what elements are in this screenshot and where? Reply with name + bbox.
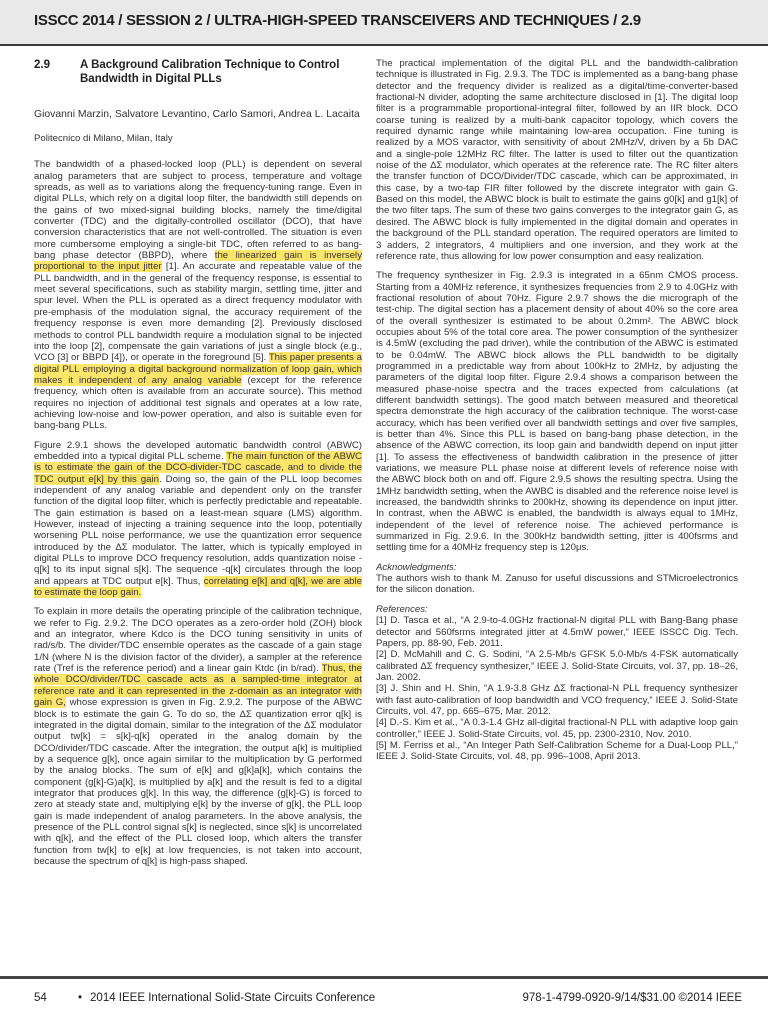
- page-number: 54: [34, 992, 47, 1004]
- highlight: correlating e[k] and q[k], we are able to estimate the loop gain.: [34, 575, 362, 599]
- reference-item: [1] D. Tasca et al., “A 2.9-to-4.0GHz fractional-N digital PLL with Bang-Bang phase detector and 560fsrms integrated jitter at 4.5mW power,” IEEE ISSCC Dig. Tech. Papers, pp. 88-90, Feb. 2011.: [376, 615, 738, 649]
- bullet-icon: •: [78, 992, 83, 1004]
- text-run: (except for the reference frequency, which often is available from an accurate source). This method requires no injection of additional test signals and operates at a low rate, achieving low-noise and low-power operation, and also is suitable even for bang-bang PLLs.: [34, 374, 362, 432]
- authors: Giovanni Marzin, Salvatore Levantino, Carlo Samori, Andrea L. Lacaita: [34, 109, 360, 120]
- paragraph-implementation: The practical implementation of the digital PLL and the bandwidth-calibration technique is illustrated in Fig. 2.9.3. The TDC is implemented as a bang-bang phase detector and the frequency divider is realized as a digital/time-converter-based fractional-N divider, adopting the same architecture disclosed in [1]. The digital loop filter is a programmable proportional-integral filter, followed by an IIR block. DCO coarse tuning is realized by a multi-bank capacitor topology, which covers the required dynamic range while maintaining low-area occupation. Fine tuning is realized by a MOS varactor, with sensitivity of about 2MHz/V, driven by a 5b DAC and a single-pole 12MHz RC filter. The latter is used to filter out the quantization noise of the ΔΣ modulator, which operates at the reference rate. The RC filter alters the transfer function of DCO/Divider/TDC cascade, which can be approximated, in this case, by a two-tap FIR filter followed by the discrete integrator with gain G. Based on this model, the ABWC block is built to estimate the gains g0[k] and g1[k] of the two filter taps. The sum of these two gains converges to the integrator gain G, as desired. The ABWC block is fully implemented in the digital domain and operates in the background of the PLL standard operation. The required operators are limited to 3 adders, 2 integrators, 4 multipliers and one inversion, and they work at the reference rate, thus allowing for low power consumption and easy realization.: [376, 58, 738, 262]
- paragraph-abwc: [34, 440, 362, 599]
- reference-item: [4] D.-S. Kim et al., “A 0.3-1.4 GHz all-digital fractional-N PLL with adaptive loop gain controller,” IEEE J. Solid-State Circuits, vol. 45, pp. 2300-2310, Nov. 2010.: [376, 717, 738, 740]
- conference-label: 2014 IEEE International Solid-State Circuits Conference: [90, 992, 376, 1004]
- highlight: Thus, the whole DCO/divider/TDC cascade acts as a sampled-time integrator at reference rate and it can represented in the z-domain as an integrator with gain G,: [34, 663, 362, 709]
- text-run: whose expression is given in Fig. 2.9.2. The purpose of the ABWC block is to estimate the gain G. To do so, the ΔΣ quantization error q[k] is integrated in the digital domain, similar to the integration of the ΔΣ modulator output tw[k] = s[k]-q[k] operated in the analog domain by the DCO/divider/TDC cascade. After the integration, the output a[k] is multiplied by a sequence g[k], once again similar to the multiplication by G performed by the analog blocks. The sum of e[k] and g[k]a[k], which contains the component (g[k]-G)a[k], is multiplied by a[k] and the result is fed to a digital integrator that produces g[k]. In this way, the difference (g[k]-G) is forced to zero at steady state and, multiplying e[k] by the inverse of g[k], the PLL loop gain is made independent of analog parameters. In the above analysis, the presence of the PLL control signal s[k] is neglected, since s[k] is uncorrelated with q[k], and the effect of the PLL closed loop, which alters the transfer function from tw[k] to e[k] at low frequencies, is not taken into account, because the spectrum of q[k] is high-pass shaped.: [34, 697, 362, 867]
- header-title: ISSCC 2014 / SESSION 2 / ULTRA-HIGH-SPEED TRANSCEIVERS AND TECHNIQUES / 2.9: [34, 12, 641, 29]
- paper-title: A Background Calibration Technique to Control Bandwidth in Digital PLLs: [80, 59, 340, 85]
- paragraph-measurements: The frequency synthesizer in Fig. 2.9.3 is integrated in a 65nm CMOS process. Starting from a 40MHz reference, it synthesizes frequencies from 2.9 to 4.0GHz with fractional resolution of about 70Hz. Figure 2.9.7 shows the die micrograph of the test-chip. The digital section has a placement density of about 40% so the core area of the overall synthesizer is estimated to be about 0.2mm². The ABWC block occupies about 5% of the total core area. The power consumption of the synthesizer is 4.5mW (excluding the pad driver), while the contribution of the ABWC is estimated to be 0.04mW. The ABWC block allows the PLL bandwidth to be digitally programmed in a predictable way from about 100kHz to 2MHz, by adjusting the parameters of the digital loop filter. Figure 2.9.4 shows a comparison between the measured phase-noise spectra and the traces expected from calculations (at different bandwidth settings). The good match between measured and theoretical spectra demonstrate the high accuracy of the calibration technique. The worst-case accuracy, which has been verified over all bandwidth settings and over five samples, is better than 4%. Since this PLL is based on bang-bang phase detection, in the absence of the ABWC correction, its loop gain and bandwidth depend on input jitter [1]. To assess the effectiveness of bandwidth calibration in the presence of jitter variations, we measure PLL phase noise at different levels of reference noise with the ABWC block both on and off. Figure 2.9.5 shows the resulting spectra. Using the 1MHz bandwidth setting, when the AWBC is disabled and the reference noise level is increased, the bandwidth shrinks to 200kHz, showing its dependence on input jitter. In contrast, when the ABWC is enabled, the bandwidth is always equal to 1MHz, independent of the level of reference noise. The achieved performance is summarized in Fig. 2.9.6. In the 300kHz bandwidth setting, jitter is 400fsrms and settling time for a 40MHz frequency step is 120μs.: [376, 270, 738, 554]
- text-run: Figure 2.9.1 shows the developed automatic bandwidth control (ABWC) embedded into a typical digital PLL scheme.: [34, 439, 362, 462]
- paragraph-intro: [34, 159, 362, 431]
- paragraph-operating-principle: [34, 606, 362, 867]
- right-column: [376, 58, 738, 944]
- text-run: . Doing so, the gain of the PLL loop becomes independent of any analog variable and dependent only on the transfer function of the digital loop filter, which is perfectly predictable and repeatable. The gain estimation is based on a least-mean square (LMS) algorithm. However, instead of injecting a training sequence into the loop, potentially worsening PLL noise performance, we use the quantization error sequence introduced by the ΔΣ modulator. The latter, which is typically employed in digital PLLs to improve DCO frequency resolution, adds quantization noise -q[k] to its input signal s[k]. The sequence -q[k] circulates through the loop and appears at TDC output e[k]. Thus,: [34, 473, 362, 587]
- acknowledgments-heading: Acknowledgments:: [376, 561, 457, 573]
- left-column: [34, 58, 362, 944]
- page-header: [0, 0, 768, 46]
- isbn-copyright: 978-1-4799-0920-9/14/$31.00 ©2014 IEEE: [522, 992, 742, 1004]
- section-heading: [34, 58, 362, 86]
- reference-item: [3] J. Shin and H. Shin, “A 1.9-3.8 GHz ΔΣ fractional-N PLL frequency synthesizer with fast auto-calibration of loop bandwidth and VCO frequency,” IEEE J. Solid-State Circuits, vol. 47, pp. 665–675, Mar. 2012.: [376, 683, 738, 717]
- text-run: To explain in more details the operating principle of the calibration technique, we refer to Fig. 2.9.2. The DCO operates as a zero-order hold (ZOH) block and an integrator, where Kdco is the DCO tuning sensitivity in units of rad/s/b. The divider/TDC ensemble operates as the cascade of a gain stage 1/N (where N is the division factor of the divider), a sampler at the reference rate (Tref is the reference period) and a linear gain Ktdc (in b/rad).: [34, 606, 362, 675]
- section-number: 2.9: [34, 59, 50, 71]
- text-run: [1]. An accurate and repeatable value of the PLL bandwidth, and in the general of the frequency response, is essential to meet several specifications, such as stability margin, settling time, jitter and spur level. When the PLL is operated as a direct frequency modulator with pre-emphasis of the modulation signal, the accuracy requirement of the frequency response is even more demanding [2]. Previously disclosed methods to control PLL bandwidth require a modulation signal to be injected into the loop [2], compensate the gain variations of just a single block (e.g., VCO [3] or BBPD [4]), or operate in the foreground [5].: [34, 261, 362, 364]
- highlight: The main function of the ABWC is to estimate the gain of the DCO-divider-TDC cascade, and to divide the TDC output e[k] by this gain: [34, 450, 362, 485]
- footer-divider: [0, 976, 768, 979]
- reference-item: [2] D. McMahill and C. G. Sodini, “A 2.5-Mb/s GFSK 5.0-Mb/s 4-FSK automatically calibrated ΔΣ frequency synthesizer,” IEEE J. Solid-State Circuits, vol. 37, pp. 18–26, Jan. 2002.: [376, 649, 738, 683]
- conference-name: [78, 992, 375, 1004]
- highlight: the linearized gain is inversely proportional to the input jitter: [34, 250, 362, 273]
- reference-item: [5] M. Ferriss et al., “An Integer Path Self-Calibration Scheme for a Dual-Loop PLL,” IEEE J. Solid-State Circuits, vol. 48, pp. 996–1008, April 2013.: [376, 739, 738, 763]
- references-heading: References:: [376, 603, 428, 615]
- text-run: The bandwidth of a phased-locked loop (PLL) is dependent on several analog parameters that are subject to process, temperature and voltage spreads, as well as to variations along the frequency-tuning range. Even in digital PLLs, which rely on a digital loop filter, the bandwidth still depends on the gains of two mixed-signal building blocks, namely the time/digital converter (TDC) and the digitally-controlled oscillator (DCO), that have conversion characteristics that are not well-controlled. The situation is even more cumbersome employing a single-bit TDC, often referred to as bang-bang phase detector (BBPD), where: [34, 159, 362, 262]
- acknowledgments-text: The authors wish to thank M. Zanuso for useful discussions and STMicroelectronics for the silicon donation.: [376, 573, 738, 596]
- highlight: This paper presents a digital PLL employing a digital background normalization of loop gain, which makes it independent of any analog variable: [34, 352, 362, 386]
- reference-list: [376, 615, 738, 762]
- affiliation: Politecnico di Milano, Milan, Italy: [34, 133, 173, 144]
